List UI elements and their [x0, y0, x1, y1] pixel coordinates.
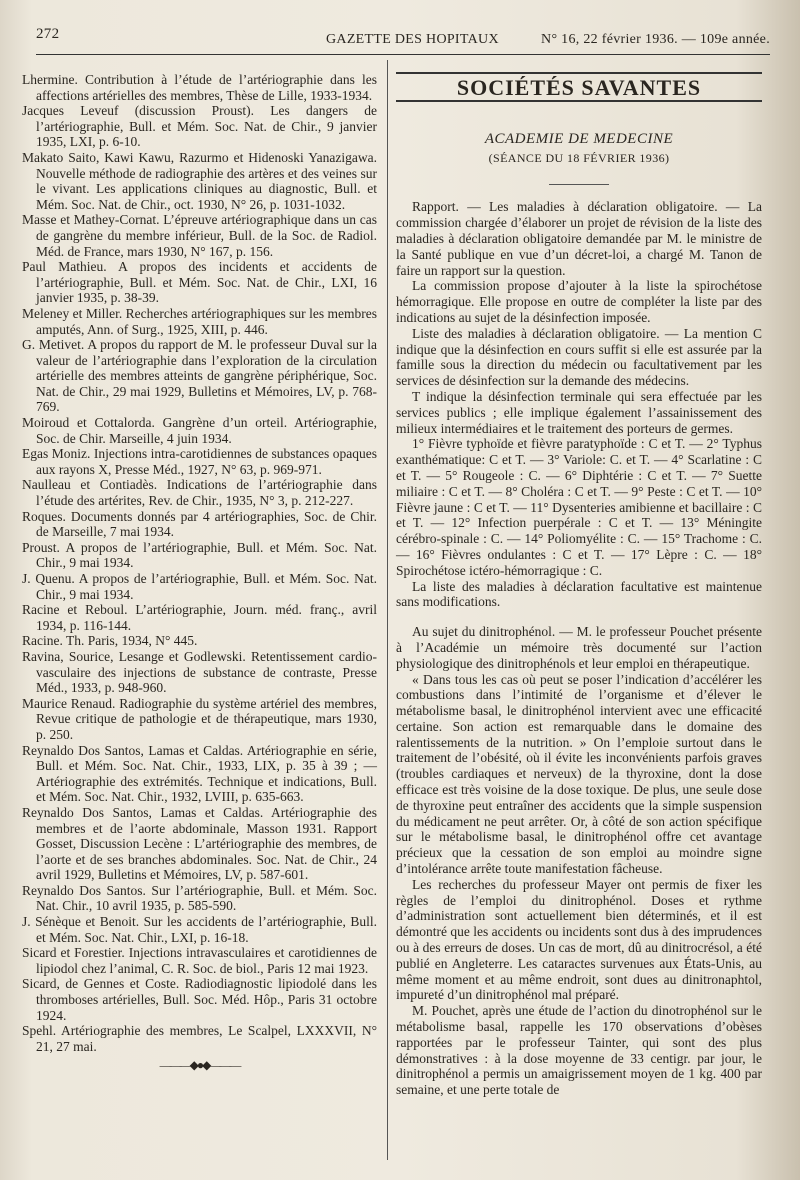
- reference-item: J. Sénèque et Benoit. Sur les accidents de l’artériographie, Bull. et Mém. Soc. Nat. Chir., LXI, p. 16-18.: [22, 914, 377, 945]
- reference-item: Maurice Renaud. Radiographie du système artériel des membres, Revue critique de pathologie et de thérapeutique, mars 1930, p. 250.: [22, 695, 377, 742]
- reference-item: Meleney et Miller. Recherches artériographiques sur les membres amputés, Ann. of Surg., 1925, XIII, p. 446.: [22, 305, 377, 337]
- reference-item: Racine et Reboul. L’artériographie, Journ. méd. franç., avril 1934, p. 116-144.: [22, 602, 377, 633]
- body-paragraph: Les recherches du professeur Mayer ont permis de fixer les règles de l’emploi du dinitrophénol. Doses et rythme d’administration sont actuellement bien déterminés, et il est démontré que les accidents ou incidents sont dus à des imprudences ou à des erreurs de doses. Un cas de mort, dû au dinitrocrésol, a été publié en Angleterre. Les cataractes survenues aux États-Unis, au même moment et au même endroit, sont dues au dinitronaphtol, impureté d’un dinitrophénol mal préparé.: [396, 876, 762, 1003]
- bibliography-column: [22, 72, 377, 1074]
- reference-item: Moiroud et Cottalorda. Gangrène d’un orteil. Artériographie, Soc. de Chir. Marseille, 4 juin 1934.: [22, 415, 377, 446]
- reference-item: Masse et Mathey-Cornat. L’épreuve artériographique dans un cas de gangrène du membre inférieur, Bull. de la Soc. de Radiol. Méd. de France, mars 1930, N° 167, p. 156.: [22, 212, 377, 259]
- issue-info: N° 16, 22 février 1936. — 109e année.: [541, 32, 770, 47]
- reference-item: Racine. Th. Paris, 1934, N° 445.: [22, 633, 198, 649]
- body-paragraph: « Dans tous les cas où peut se poser l’indication d’accélérer les combustions dans l’intimité de l’organisme et d’élever le métabolisme basal, le dinitrophénol intervient avec une efficacité certaine. Son action est remarquable dans le domaine des ralentissements de la nutrition. » On l’emploie surtout dans le traitement de l’obésité, où il évite les inconvénients parfois graves (troubles cardiaques et nerveux) de la thyroxine, dont la dose efficace est très voisine de la dose toxique. De plus, une seule dose de thyroxine peut entraîner des accidents que la simple suspension du médicament ne peut arrêter. Or, à côté de son action spécifique sur le métabolisme basal, le dinitrophénol offre cet avantage précieux que la cessation de son emploi au moindre signe d’intolérance arrête toute manifestation fâcheuse.: [396, 671, 762, 877]
- session-rule: [549, 184, 609, 185]
- body-paragraph: La liste des maladies à déclaration facultative est maintenue sans modifications.: [396, 578, 762, 610]
- reference-item: G. Metivet. A propos du rapport de M. le professeur Duval sur la valeur de l’artériographie dans l’exploration de la circulation artérielle des membres atteints de gangrène périphérique, Soc. Nat. de Chir., 29 mai 1929, Bulletins et Mémoires, LV, p. 768-769.: [22, 337, 377, 415]
- societies-column: [396, 72, 762, 1098]
- column-divider: [387, 60, 388, 1160]
- reference-item: Paul Mathieu. A propos des incidents et accidents de l’artériographie, Bull. et Mém. Soc. Nat. de Chir., LXI, 16 janvier 1935, p. 38-39.: [22, 259, 377, 306]
- reference-item: Reynaldo Dos Santos, Lamas et Caldas. Artériographie des membres et de l’aorte abdominale, Masson 1931. Rapport Gosset, Discussion Lecène : L’artériographie des membres, de l’aorte et de ses branches abdominales. Soc. Nat. de Chir., 24 avril 1929, Bulletins et Mémoires, LV, p. 587-601.: [22, 804, 377, 883]
- session-date: (SÉANCE DU 18 FÉVRIER 1936): [488, 150, 670, 165]
- disease-list-paragraph: 1° Fièvre typhoïde et fièvre paratyphoïde : C et T. — 2° Typhus exanthématique: C et T. — 3° Variole: C. et T. — 4° Scarlatine : C et T. — 5° Rougeole : C. — 6° Diphtérie : C et T. — 7° Suette miliaire : C et T. — 8° Choléra : C et T. — 9° Peste : C et T. — 10° Fièvre jaune : C et T. — 11° Dysenteries amibienne et bacillaire : C et T. — 12° Infection puerpérale : C et T. — 13° Méningite cérébro-spinale : C. — 14° Poliomyélite : C. — 15° Trachome : C. — 16° Fièvres ondulantes : C et T. — 17° Lèpre : C. — 18° Spirochétose ictéro-hémorragique : C.: [396, 436, 762, 578]
- reference-item: J. Quenu. A propos de l’artériographie, Bull. et Mém. Soc. Nat. Chir., 9 mai 1934.: [22, 571, 377, 602]
- reference-item: Roques. Documents donnés par 4 artériographies, Soc. de Chir. de Marseille, 7 mai 1934.: [22, 508, 377, 540]
- reference-item: Spehl. Artériographie des membres, Le Scalpel, LXXXVII, N° 21, 27 mai.: [22, 1023, 377, 1054]
- dinitrophenol-heading-paragraph: Au sujet du dinitrophénol. — M. le professeur Pouchet présente à l’Académie un mémoire très documenté sur l’action physiologique des dinitrophénols et leur emploi en thérapeutique.: [396, 624, 762, 671]
- reference-item: Naulleau et Contiadès. Indications de l’artériographie dans l’étude des artérites, Rev. de Chir., 1935, N° 3, p. 212-227.: [22, 477, 377, 509]
- header-rule: [36, 54, 770, 55]
- reference-item: Lhermine. Contribution à l’étude de l’artériographie dans les affections artérielles des membres, Thèse de Lille, 1933-1934.: [22, 72, 377, 103]
- page-number: 272: [36, 26, 60, 42]
- body-paragraph: M. Pouchet, après une étude de l’action du dinotrophénol sur le métabolisme basal, rappelle les 170 observations d’obèses rapportées par le professeur Tainter, qui sont des plus démonstratives : à la dose moyenne de 33 centigr. par jour, le dinitrophénol a permis un amaigrissement moyen de 1 kg. 400 par semaine, et une perte totale de: [396, 1003, 762, 1098]
- reference-item: Egas Moniz. Injections intra-carotidiennes de substances opaques aux rayons X, Presse Méd., 1927, N° 63, p. 969-971.: [22, 446, 377, 477]
- section-title: SOCIÉTÉS SAVANTES: [396, 72, 762, 102]
- reference-item: Makato Saito, Kawi Kawu, Razurmo et Hidenoski Yanazigawa. Nouvelle méthode de radiographie des artères et des veines sur le vivant. Les applications cliniques au diagnostic, Bull. et Mém. Soc. Nat. de Chir., oct. 1930, N° 26, p. 1031-1032.: [22, 149, 377, 212]
- academy-name: ACADEMIE DE MEDECINE: [484, 130, 674, 147]
- reference-item: Proust. A propos de l’artériographie, Bull. et Mém. Soc. Nat. Chir., 9 mai 1934.: [22, 539, 377, 571]
- reference-item: Sicard, de Gennes et Coste. Radiodiagnostic lipiodolé dans les thromboses artérielles, Bull. Soc. Méd. Hôp., Paris 31 octobre 1924.: [22, 976, 377, 1023]
- end-ornament: ———◆●◆———: [159, 1058, 240, 1073]
- body-paragraph: La commission propose d’ajouter à la liste la spirochétose hémorragique. Elle propose en outre de compléter la liste par des indications au sujet de la désinfection imposée.: [396, 278, 762, 325]
- body-paragraph: Liste des maladies à déclaration obligatoire. — La mention C indique que la désinfection en cours suffit si elle est assurée par la famille sous la direction du médecin ou facultativement par les services de désinfection sur la demande des médecins.: [396, 325, 762, 389]
- page-header: [36, 22, 770, 52]
- reference-item: Reynaldo Dos Santos. Sur l’artériographie, Bull. et Mém. Soc. Nat. Chir., 10 avril 1935, p. 585-590.: [22, 882, 377, 914]
- journal-title: GAZETTE DES HOPITAUX: [326, 32, 499, 47]
- body-paragraph: T indique la désinfection terminale qui sera effectuée par les services publics ; elle implique également l’assainissement des milieux intermédiaires et le traitement des porteurs de germes.: [396, 388, 762, 436]
- reference-item: Reynaldo Dos Santos, Lamas et Caldas. Artériographie en série, Bull. et Mém. Soc. Nat. Chir., 1933, LIX, p. 35 à 39 ; — Artériographie des extrémités. Technique et indications, Bull. et Mém. Soc. Nat. Chir., 1932, LVIII, p. 635-663.: [22, 742, 377, 805]
- reference-item: Sicard et Forestier. Injections intravasculaires et carotidiennes de lipiodol chez l’animal, C. R. Soc. de biol., Paris 12 mai 1923.: [22, 945, 377, 976]
- report-paragraph: Rapport. — Les maladies à déclaration obligatoire. — La commission chargée d’élaborer un projet de révision de la liste des maladies à déclaration obligatoire demandée par M. le ministre de la Santé publique en vue d’un décret-loi, a chargé M. Tanon de faire un rapport sur la question.: [396, 199, 762, 278]
- reference-item: Jacques Leveuf (discussion Proust). Les dangers de l’artériographie, Bull. et Mém. Soc. Nat. de Chir., 9 janvier 1935, LXI, p. 6-10.: [22, 103, 377, 150]
- reference-item: Ravina, Sourice, Lesange et Godlewski. Retentissement cardio-vasculaire des injections de substance de contraste, Presse Méd., 1933, p. 948-960.: [22, 648, 377, 696]
